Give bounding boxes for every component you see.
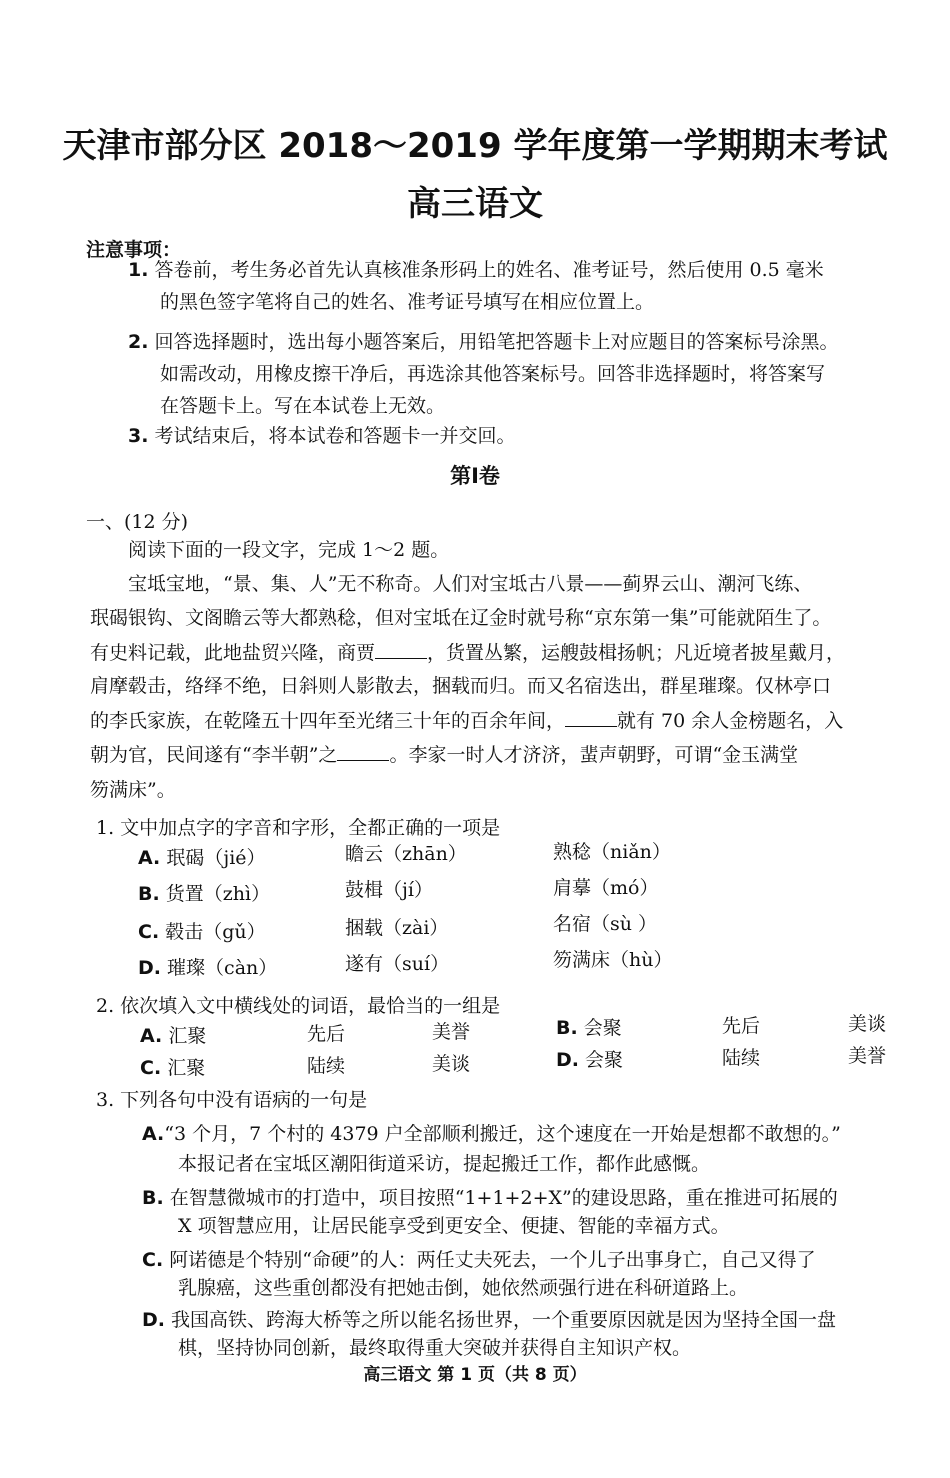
option-label: B. [556, 1017, 578, 1039]
notice-text: 答卷前，考生务必首先认真核准条形码上的姓名、准考证号，然后使用 0.5 毫米 [154, 259, 824, 281]
option-text: 美谈 [432, 1053, 471, 1075]
option-text: 乳腺癌，这些重创都没有把她击倒，她依然顽强行进在科研道路上。 [178, 1277, 749, 1299]
notice-text: 回答选择题时，选出每小题答案后，用铅笔把答题卡上对应题目的答案标号涂黑。 [154, 331, 839, 353]
q2-option-c [140, 1056, 205, 1080]
option-label: A. [142, 1123, 165, 1145]
notice-num: 2. [128, 331, 149, 353]
option-text: “3 个月，7 个村的 4379 户全部顺利搬迁，这个速度在一开始是想都不敢想的。” [164, 1123, 841, 1145]
q3-option-a [142, 1122, 841, 1146]
option-label: A. [140, 1025, 163, 1047]
notice-num: 1. [128, 259, 149, 281]
option-text: 捆载（zài） [345, 917, 449, 939]
option-text: 美谈 [848, 1013, 887, 1035]
fill-blank-2 [565, 708, 617, 727]
passage-line: 珉碣银钩、文阁瞻云等大都熟稔，但对宝坻在辽金时就号称“京东第一集”可能就陌生了。 [90, 607, 832, 629]
option-label: D. [138, 957, 161, 979]
option-text: 珉碣（jié） [166, 847, 266, 869]
q1-option-d [138, 956, 277, 980]
passage-text: ，货置丛繁，运艘鼓楫扬帆；凡近境者披星戴月， [427, 642, 846, 664]
option-text: 先后 [722, 1015, 761, 1037]
option-text: 本报记者在宝坻区潮阳街道采访，提起搬迁工作，都作此感慨。 [178, 1153, 711, 1175]
part-instruction: 阅读下面的一段文字，完成 1～2 题。 [128, 539, 450, 561]
passage-text: 的李氏家族，在乾隆五十四年至光绪三十年的百余年间， [90, 710, 566, 732]
q2-option-a [140, 1024, 206, 1048]
notice-text: 考试结束后，将本试卷和答题卡一并交回。 [154, 425, 516, 447]
passage-text: 。李家一时人才济济，蜚声朝野，可谓“金玉满堂 [389, 744, 799, 766]
passage-text: 有史料记载，此地盐贸兴隆，商贾 [90, 642, 376, 664]
passage-line [90, 640, 845, 665]
option-label: C. [142, 1249, 164, 1271]
q2-option-b [556, 1016, 622, 1040]
notice-item-3 [128, 424, 516, 448]
notice-text: 在答题卡上。写在本试卷上无效。 [160, 395, 446, 417]
option-text: 在智慧微城市的打造中，项目按照“1+1+2+X”的建设思路，重在推进可拓展的 [169, 1187, 838, 1209]
passage-text: 就有 70 余人金榜题名，入 [617, 710, 844, 732]
page-footer: 高三语文 第 1 页（共 8 页） [363, 1365, 587, 1385]
option-text: 美誉 [848, 1045, 887, 1067]
option-text: 熟稔（niǎn） [553, 841, 671, 863]
passage-line [90, 708, 843, 733]
option-label: C. [138, 921, 160, 943]
option-label: C. [140, 1057, 162, 1079]
option-text: 毂击（gǔ） [165, 921, 266, 943]
section-title: 第Ⅰ卷 [450, 464, 500, 488]
option-text: 璀璨（càn） [167, 957, 278, 979]
option-label: B. [142, 1187, 164, 1209]
option-text: 肩摹（mó） [553, 877, 659, 899]
option-text: 货置（zhì） [165, 883, 271, 905]
option-text: 汇聚 [167, 1057, 206, 1079]
option-text: 阿诺德是个特别“命硬”的人：两任丈夫死去，一个儿子出事身亡，自己又得了 [169, 1249, 816, 1271]
option-text: X 项智慧应用，让居民能享受到更安全、便捷、智能的幸福方式。 [178, 1215, 730, 1237]
passage-text: 朝为官，民间遂有“李半朝”之 [90, 744, 338, 766]
option-text: 遂有（suí） [345, 953, 450, 975]
notice-heading: 注意事项： [86, 239, 182, 261]
option-text: 先后 [307, 1023, 346, 1045]
option-text: 会聚 [585, 1049, 624, 1071]
q1-option-b [138, 882, 270, 906]
passage-line: 笏满床”。 [90, 779, 176, 801]
option-label: D. [556, 1049, 579, 1071]
exam-subject: 高三语文 [407, 184, 543, 224]
notice-item-2 [128, 330, 839, 354]
option-text: 汇聚 [168, 1025, 207, 1047]
question-1-stem: 1. 文中加点字的字音和字形，全都正确的一项是 [96, 817, 501, 839]
option-text: 美誉 [432, 1021, 471, 1043]
option-text: 名宿（sù ） [553, 913, 658, 935]
passage-line: 肩摩毂击，络绎不绝，日斜则人影散去，捆载而归。而又名宿迭出，群星璀璨。仅林亭口 [90, 675, 832, 697]
q3-option-d [142, 1308, 836, 1332]
option-text: 我国高铁、跨海大桥等之所以能名扬世界，一个重要原因就是因为坚持全国一盘 [171, 1309, 837, 1331]
option-text: 笏满床（hù） [553, 949, 673, 971]
notice-item-1 [128, 258, 824, 282]
part-heading: 一、(12 分) [86, 511, 189, 533]
option-text: 会聚 [583, 1017, 622, 1039]
q1-option-a [138, 846, 266, 870]
passage-line: 宝坻宝地，“景、集、人”无不称奇。人们对宝坻古八景——蓟界云山、潮河飞练、 [128, 573, 813, 595]
q3-option-c [142, 1248, 816, 1272]
fill-blank-1 [375, 640, 427, 659]
fill-blank-3 [337, 742, 389, 761]
question-3-stem: 3. 下列各句中没有语病的一句是 [96, 1089, 368, 1111]
option-text: 瞻云（zhān） [345, 843, 467, 865]
passage-line [90, 742, 798, 767]
option-label: D. [142, 1309, 165, 1331]
notice-text: 的黑色签字笔将自己的姓名、准考证号填写在相应位置上。 [160, 291, 655, 313]
q1-option-c [138, 920, 266, 944]
q3-option-b [142, 1186, 838, 1210]
option-text: 棋，坚持协同创新，最终取得重大突破并获得自主知识产权。 [178, 1337, 692, 1359]
exam-title: 天津市部分区 2018～2019 学年度第一学期期末考试 [62, 126, 888, 166]
notice-num: 3. [128, 425, 149, 447]
option-label: B. [138, 883, 160, 905]
option-text: 陆续 [307, 1055, 346, 1077]
notice-text: 如需改动，用橡皮擦干净后，再选涂其他答案标号。回答非选择题时，将答案写 [160, 363, 826, 385]
question-2-stem: 2. 依次填入文中横线处的词语，最恰当的一组是 [96, 995, 501, 1017]
option-text: 鼓楫（jí） [345, 879, 433, 901]
option-text: 陆续 [722, 1047, 761, 1069]
q2-option-d [556, 1048, 623, 1072]
option-label: A. [138, 847, 161, 869]
